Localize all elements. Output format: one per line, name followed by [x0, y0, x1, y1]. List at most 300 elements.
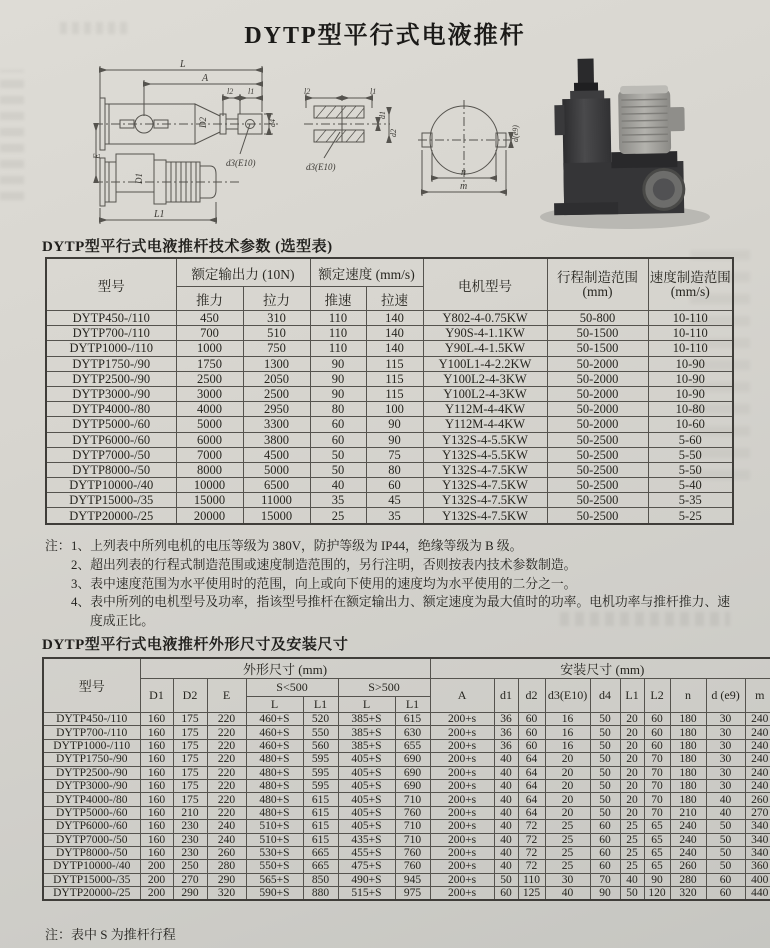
- model-cell: DYTP4000-/80: [43, 793, 140, 806]
- value-cell: 60: [644, 726, 670, 739]
- group-header-s-lt-500: S<500: [246, 679, 338, 697]
- dim-label-L: L: [180, 59, 186, 70]
- value-cell: 50-2000: [547, 402, 648, 417]
- value-cell: 700: [176, 326, 243, 341]
- value-cell: 2950: [243, 402, 310, 417]
- value-cell: Y132S-4-5.5KW: [423, 432, 547, 447]
- model-cell: DYTP6000-/60: [46, 432, 176, 447]
- value-cell: 160: [140, 779, 173, 792]
- dim-label-l2: l2: [227, 87, 234, 96]
- value-cell: 20: [545, 793, 590, 806]
- dim-label-L1: L1: [154, 209, 165, 220]
- table-row: [43, 833, 770, 846]
- value-cell: 20: [545, 779, 590, 792]
- value-cell: 340: [745, 820, 770, 833]
- col-header-model: 型号: [43, 658, 140, 713]
- model-cell: DYTP5000-/60: [43, 806, 140, 819]
- value-cell: 550+S: [246, 860, 303, 873]
- value-cell: 25: [620, 820, 644, 833]
- value-cell: 115: [366, 386, 423, 401]
- value-cell: 615: [303, 820, 338, 833]
- value-cell: 25: [620, 860, 644, 873]
- notes-block: [45, 537, 741, 631]
- technical-drawing: [92, 58, 522, 239]
- model-cell: DYTP1000-/110: [46, 341, 176, 356]
- col-header-L1: L1: [620, 679, 644, 713]
- value-cell: 40: [494, 846, 518, 859]
- value-cell: 20000: [176, 508, 243, 524]
- page-title: DYTP型平行式电液推杆: [244, 23, 526, 49]
- value-cell: 200: [140, 860, 173, 873]
- value-cell: 180: [670, 766, 706, 779]
- value-cell: 80: [366, 462, 423, 477]
- value-cell: 10-90: [648, 386, 733, 401]
- value-cell: 60: [706, 887, 745, 901]
- dim-label-D1: D1: [134, 173, 144, 184]
- model-cell: DYTP7000-/50: [46, 447, 176, 462]
- value-cell: 70: [644, 766, 670, 779]
- value-cell: 710: [395, 820, 430, 833]
- value-cell: 220: [207, 726, 246, 739]
- dim-label-E: E: [92, 153, 102, 159]
- value-cell: 5-60: [648, 432, 733, 447]
- value-cell: 595: [303, 779, 338, 792]
- value-cell: 260: [745, 793, 770, 806]
- value-cell: 230: [173, 846, 207, 859]
- value-cell: 5-50: [648, 462, 733, 477]
- dim-label-d2: d2: [389, 129, 398, 137]
- value-cell: 30: [706, 739, 745, 752]
- value-cell: 175: [173, 753, 207, 766]
- value-cell: 385+S: [338, 726, 395, 739]
- value-cell: 3800: [243, 432, 310, 447]
- bleed-artifact: [0, 70, 24, 200]
- value-cell: 35: [310, 493, 366, 508]
- value-cell: 60: [518, 739, 545, 752]
- value-cell: 240: [745, 739, 770, 752]
- value-cell: 200+s: [430, 726, 494, 739]
- value-cell: 270: [745, 806, 770, 819]
- value-cell: 2050: [243, 371, 310, 386]
- value-cell: 460+S: [246, 739, 303, 752]
- value-cell: 690: [395, 753, 430, 766]
- value-cell: 615: [395, 713, 430, 726]
- value-cell: 450: [176, 311, 243, 326]
- value-cell: Y90S-4-1.1KW: [423, 326, 547, 341]
- value-cell: 10-80: [648, 402, 733, 417]
- value-cell: 405+S: [338, 793, 395, 806]
- value-cell: 10-110: [648, 326, 733, 341]
- value-cell: 50: [590, 713, 620, 726]
- col-header-rated-force: 额定输出力 (10N): [176, 258, 310, 287]
- value-cell: 160: [140, 726, 173, 739]
- table-row: [43, 846, 770, 859]
- col-header-motor: 电机型号: [423, 258, 547, 311]
- value-cell: 50: [706, 860, 745, 873]
- value-cell: 880: [303, 887, 338, 901]
- value-cell: 64: [518, 793, 545, 806]
- value-cell: 200: [140, 887, 173, 901]
- value-cell: 40: [706, 793, 745, 806]
- value-cell: 60: [706, 873, 745, 886]
- value-cell: 50-2500: [547, 462, 648, 477]
- table-row: [46, 402, 733, 417]
- value-cell: 60: [494, 887, 518, 901]
- value-cell: Y100L2-4-3KW: [423, 386, 547, 401]
- value-cell: Y112M-4-4KW: [423, 402, 547, 417]
- value-cell: 40: [494, 806, 518, 819]
- model-cell: DYTP2500-/90: [46, 371, 176, 386]
- col-header-E: E: [207, 679, 246, 713]
- value-cell: 550: [303, 726, 338, 739]
- value-cell: 115: [366, 371, 423, 386]
- value-cell: 50: [590, 806, 620, 819]
- value-cell: 220: [207, 739, 246, 752]
- value-cell: 50-2000: [547, 356, 648, 371]
- value-cell: 50: [590, 793, 620, 806]
- model-cell: DYTP450-/110: [46, 311, 176, 326]
- col-header-m: m: [745, 679, 770, 713]
- col-header-de9: d (e9): [706, 679, 745, 713]
- value-cell: 595: [303, 753, 338, 766]
- value-cell: 200+s: [430, 820, 494, 833]
- value-cell: 260: [670, 860, 706, 873]
- value-cell: 10-110: [648, 341, 733, 356]
- value-cell: 50-2500: [547, 447, 648, 462]
- value-cell: 64: [518, 753, 545, 766]
- value-cell: 60: [518, 713, 545, 726]
- value-cell: 200+s: [430, 887, 494, 901]
- col-header-speed-range: 速度制造范围 (mm/s): [648, 258, 733, 311]
- value-cell: 160: [140, 833, 173, 846]
- value-cell: 50-1500: [547, 341, 648, 356]
- value-cell: 3300: [243, 417, 310, 432]
- value-cell: 40: [494, 779, 518, 792]
- value-cell: 40: [310, 478, 366, 493]
- value-cell: 5-50: [648, 447, 733, 462]
- value-cell: 435+S: [338, 833, 395, 846]
- col-header-d2: d2: [518, 679, 545, 713]
- value-cell: 5-40: [648, 478, 733, 493]
- value-cell: 2500: [176, 371, 243, 386]
- value-cell: 460+S: [246, 713, 303, 726]
- value-cell: 140: [366, 311, 423, 326]
- value-cell: 50-2500: [547, 432, 648, 447]
- value-cell: 615: [303, 833, 338, 846]
- value-cell: 180: [670, 793, 706, 806]
- value-cell: Y132S-4-7.5KW: [423, 478, 547, 493]
- value-cell: 250: [173, 860, 207, 873]
- spec-table-body: [46, 311, 733, 524]
- value-cell: 385+S: [338, 713, 395, 726]
- value-cell: 40: [706, 806, 745, 819]
- col-header-stroke-range: 行程制造范围 (mm): [547, 258, 648, 311]
- value-cell: 750: [243, 341, 310, 356]
- value-cell: 520: [303, 713, 338, 726]
- dim-label-d3-detail: d3(E10): [306, 162, 336, 172]
- value-cell: 125: [518, 887, 545, 901]
- value-cell: 240: [207, 820, 246, 833]
- table-row: [46, 508, 733, 524]
- value-cell: 405+S: [338, 820, 395, 833]
- value-cell: 160: [140, 739, 173, 752]
- dim-label-D2: D2: [198, 117, 208, 128]
- value-cell: 160: [140, 753, 173, 766]
- value-cell: Y802-4-0.75KW: [423, 311, 547, 326]
- value-cell: 10-90: [648, 356, 733, 371]
- dim-label-l2-detail: l2: [304, 87, 311, 96]
- value-cell: 975: [395, 887, 430, 901]
- value-cell: 140: [366, 341, 423, 356]
- table-row: [46, 371, 733, 386]
- table-row: [46, 386, 733, 401]
- value-cell: Y90L-4-1.5KW: [423, 341, 547, 356]
- value-cell: 175: [173, 793, 207, 806]
- table-row: [43, 793, 770, 806]
- value-cell: 50-2000: [547, 371, 648, 386]
- value-cell: 90: [310, 386, 366, 401]
- value-cell: Y132S-4-7.5KW: [423, 462, 547, 477]
- model-cell: DYTP20000-/25: [43, 887, 140, 901]
- table-row: [46, 417, 733, 432]
- value-cell: 200+s: [430, 833, 494, 846]
- col-header-L-lt: L: [246, 697, 303, 713]
- notes-prefix: 注：: [45, 539, 71, 553]
- value-cell: 50-2000: [547, 386, 648, 401]
- value-cell: 72: [518, 833, 545, 846]
- value-cell: 290: [207, 873, 246, 886]
- value-cell: 210: [173, 806, 207, 819]
- value-cell: 7000: [176, 447, 243, 462]
- value-cell: 475+S: [338, 860, 395, 873]
- value-cell: 64: [518, 766, 545, 779]
- dim-table-title: DYTP型平行式电液推杆外形尺寸及安装尺寸: [42, 637, 349, 653]
- value-cell: 530+S: [246, 846, 303, 859]
- value-cell: Y100L1-4-2.2KW: [423, 356, 547, 371]
- value-cell: 50: [620, 887, 644, 901]
- table-row: [46, 447, 733, 462]
- value-cell: 180: [670, 739, 706, 752]
- value-cell: 115: [366, 356, 423, 371]
- value-cell: 480+S: [246, 806, 303, 819]
- table-row: [43, 779, 770, 792]
- value-cell: 160: [140, 766, 173, 779]
- value-cell: 6000: [176, 432, 243, 447]
- value-cell: 340: [745, 846, 770, 859]
- dim-label-de9: d(e9): [511, 125, 520, 142]
- dim-label-m: m: [460, 181, 468, 192]
- value-cell: 50-1500: [547, 326, 648, 341]
- value-cell: 220: [207, 753, 246, 766]
- value-cell: 80: [310, 402, 366, 417]
- footer-note: 注：表中 S 为推杆行程: [45, 927, 176, 942]
- value-cell: 4500: [243, 447, 310, 462]
- col-header-rated-speed: 额定速度 (mm/s): [310, 258, 423, 287]
- table-row: [46, 326, 733, 341]
- note-item: 3、表中速度范围为水平使用时的范围，向上或向下使用的速度均为水平使用的二分之一。: [71, 576, 577, 591]
- value-cell: 65: [644, 860, 670, 873]
- value-cell: 120: [644, 887, 670, 901]
- model-cell: DYTP7000-/50: [43, 833, 140, 846]
- value-cell: 50: [590, 779, 620, 792]
- product-photo: [525, 52, 725, 239]
- value-cell: 50: [590, 766, 620, 779]
- model-cell: DYTP8000-/50: [46, 462, 176, 477]
- value-cell: 760: [395, 806, 430, 819]
- value-cell: 175: [173, 779, 207, 792]
- value-cell: 220: [207, 779, 246, 792]
- value-cell: 180: [670, 726, 706, 739]
- dim-table-body: [43, 713, 770, 901]
- value-cell: 25: [545, 860, 590, 873]
- value-cell: 40: [494, 766, 518, 779]
- value-cell: 710: [395, 833, 430, 846]
- value-cell: 10-60: [648, 417, 733, 432]
- value-cell: 10-110: [648, 311, 733, 326]
- value-cell: 20: [620, 739, 644, 752]
- value-cell: 200+s: [430, 779, 494, 792]
- value-cell: 50-800: [547, 311, 648, 326]
- value-cell: 60: [310, 432, 366, 447]
- value-cell: 20: [620, 766, 644, 779]
- value-cell: 70: [644, 753, 670, 766]
- value-cell: 180: [670, 713, 706, 726]
- value-cell: 280: [670, 873, 706, 886]
- model-cell: DYTP1750-/90: [46, 356, 176, 371]
- value-cell: Y132S-4-5.5KW: [423, 447, 547, 462]
- value-cell: 630: [395, 726, 430, 739]
- value-cell: 90: [590, 887, 620, 901]
- value-cell: 160: [140, 793, 173, 806]
- value-cell: 515+S: [338, 887, 395, 901]
- value-cell: 200+s: [430, 806, 494, 819]
- value-cell: 240: [745, 766, 770, 779]
- group-header-s-gt-500: S>500: [338, 679, 430, 697]
- dimension-table: [42, 657, 770, 901]
- value-cell: 60: [366, 478, 423, 493]
- value-cell: 4000: [176, 402, 243, 417]
- value-cell: 60: [590, 860, 620, 873]
- value-cell: 510+S: [246, 820, 303, 833]
- value-cell: 3000: [176, 386, 243, 401]
- value-cell: 40: [494, 833, 518, 846]
- col-header-L1-lt: L1: [303, 697, 338, 713]
- value-cell: 20: [620, 793, 644, 806]
- value-cell: 510: [243, 326, 310, 341]
- group-header-outline: 外形尺寸 (mm): [140, 658, 430, 679]
- value-cell: 480+S: [246, 766, 303, 779]
- value-cell: 385+S: [338, 739, 395, 752]
- value-cell: 230: [173, 820, 207, 833]
- model-cell: DYTP450-/110: [43, 713, 140, 726]
- value-cell: 240: [670, 846, 706, 859]
- value-cell: Y132S-4-7.5KW: [423, 508, 547, 524]
- value-cell: 60: [644, 739, 670, 752]
- value-cell: 175: [173, 726, 207, 739]
- value-cell: 10000: [176, 478, 243, 493]
- value-cell: 110: [310, 341, 366, 356]
- table-row: [43, 726, 770, 739]
- value-cell: 25: [310, 508, 366, 524]
- value-cell: 2500: [243, 386, 310, 401]
- table-row: [46, 432, 733, 447]
- value-cell: 50-2500: [547, 478, 648, 493]
- value-cell: 72: [518, 860, 545, 873]
- col-header-pull: 拉力: [243, 287, 310, 311]
- col-header-n: n: [670, 679, 706, 713]
- table-row: [46, 493, 733, 508]
- value-cell: 40: [494, 753, 518, 766]
- model-cell: DYTP5000-/60: [46, 417, 176, 432]
- value-cell: 8000: [176, 462, 243, 477]
- value-cell: 290: [173, 887, 207, 901]
- value-cell: 36: [494, 726, 518, 739]
- value-cell: 65: [644, 846, 670, 859]
- note-item: 2、超出列表的行程式制造范围或速度制造范围的，另行注明，否则按表内技术参数制造。: [71, 557, 577, 572]
- value-cell: 50: [590, 753, 620, 766]
- value-cell: 5-35: [648, 493, 733, 508]
- value-cell: 210: [670, 806, 706, 819]
- value-cell: 160: [140, 806, 173, 819]
- value-cell: 64: [518, 779, 545, 792]
- value-cell: 110: [310, 311, 366, 326]
- table-row: [43, 887, 770, 901]
- value-cell: 200: [140, 873, 173, 886]
- value-cell: 50: [706, 833, 745, 846]
- value-cell: 25: [545, 846, 590, 859]
- value-cell: 20: [620, 806, 644, 819]
- value-cell: Y132S-4-7.5KW: [423, 493, 547, 508]
- col-header-d1: d1: [494, 679, 518, 713]
- value-cell: 30: [545, 873, 590, 886]
- value-cell: 405+S: [338, 806, 395, 819]
- value-cell: 665: [303, 846, 338, 859]
- model-cell: DYTP700-/110: [46, 326, 176, 341]
- value-cell: 30: [706, 766, 745, 779]
- value-cell: 20: [545, 753, 590, 766]
- value-cell: 30: [706, 726, 745, 739]
- value-cell: 45: [366, 493, 423, 508]
- value-cell: 6500: [243, 478, 310, 493]
- value-cell: 200+s: [430, 739, 494, 752]
- model-cell: DYTP10000-/40: [43, 860, 140, 873]
- value-cell: 560: [303, 739, 338, 752]
- value-cell: 60: [590, 846, 620, 859]
- value-cell: 16: [545, 726, 590, 739]
- col-header-L2: L2: [644, 679, 670, 713]
- value-cell: 60: [644, 713, 670, 726]
- dim-label-l1-detail: l1: [370, 87, 377, 96]
- spec-table-title: DYTP型平行式电液推杆技术参数 (选型表): [42, 239, 333, 255]
- col-header-D1: D1: [140, 679, 173, 713]
- value-cell: 65: [644, 833, 670, 846]
- value-cell: 40: [545, 887, 590, 901]
- value-cell: 60: [590, 820, 620, 833]
- value-cell: 10-90: [648, 371, 733, 386]
- value-cell: 90: [644, 873, 670, 886]
- value-cell: 70: [644, 779, 670, 792]
- value-cell: 655: [395, 739, 430, 752]
- value-cell: 565+S: [246, 873, 303, 886]
- model-cell: DYTP1000-/110: [43, 739, 140, 752]
- col-header-D2: D2: [173, 679, 207, 713]
- model-cell: DYTP2500-/90: [43, 766, 140, 779]
- value-cell: 230: [173, 833, 207, 846]
- model-cell: DYTP8000-/50: [43, 846, 140, 859]
- table-row: [43, 860, 770, 873]
- value-cell: 11000: [243, 493, 310, 508]
- value-cell: 460+S: [246, 726, 303, 739]
